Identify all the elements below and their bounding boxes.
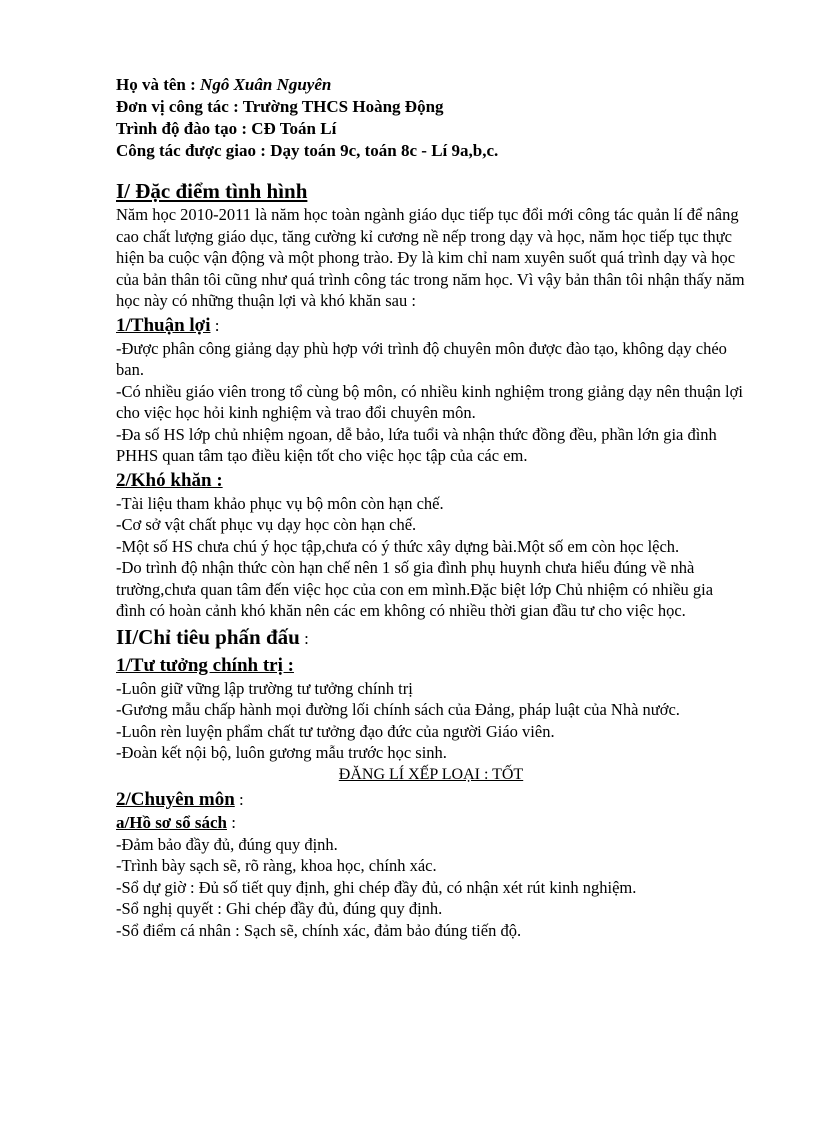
section1-title: I/ Đặc điểm tình hình [116,179,308,203]
task-value: Dạy toán 9c, toán 8c - Lí 9a,b,c. [270,141,499,160]
politics-item: -Luôn giữ vững lập trường tư tưởng chính trị [116,678,413,698]
section2-heading [116,624,746,652]
degree-value: CĐ Toán Lí [251,119,337,138]
expertise-heading [116,788,746,812]
difficulty-item: -Do trình độ nhận thức còn hạn chế nên 1 số gia đình phụ huynh chưa hiểu đúng về nhà trường,chưa quan tâm đến việc học của con em mình.Đặc biệt lớp Chủ nhiệm có nhiều gia đình có hoàn cảnh khó khăn nên các em không có nhiều thời gian đầu tư cho việc học. [116,558,714,620]
records-item: -Sổ nghị quyết : Ghi chép đầy đủ, đúng quy định. [116,899,443,918]
difficulties-title: 2/Khó khăn : [116,469,223,491]
records-item: -Đảm bảo đầy đủ, đúng quy định. [116,834,338,854]
advantages-tail: : [210,315,220,335]
unit-value: Trường THCS Hoàng Động [242,97,444,116]
section1-intro: Năm học 2010-2011 là năm học toàn ngành giáo dục tiếp tục đổi mới công tác quản lí để nâng cao chất lượng giáo dục, tăng cường kỉ cương nề nếp trong dạy và học, năm học tiếp tục thực hiện ba cuộc vận động và một phong trào. Đy là kim chỉ nam xuyên suốt quá trình dạy và học của bản thân tôi cũng như quá trình công tác trong năm học. Vì vậy bản thân tôi nhận thấy năm học này có những thuận lợi và khó khăn sau : [116,205,745,310]
politics-item: -Gương mẫu chấp hành mọi đường lối chính sách của Đảng, pháp luật của Nhà nước. [116,700,680,719]
name-line [116,74,746,96]
records-tail: : [226,812,236,832]
task-label: Công tác được giao : [116,141,271,160]
records-title: a/Hồ sơ sổ sách [116,812,227,832]
politics-title: 1/Tư tưởng chính trị : [116,654,294,676]
section2-title-tail: : [299,628,309,648]
advantages-heading [116,314,746,338]
difficulty-item: -Một số HS chưa chú ý học tập,chưa có ý thức xây dựng bài.Một số em còn học lệch. [116,536,680,556]
expertise-title: 2/Chuyên môn [116,788,235,810]
records-heading [116,812,746,834]
degree-line [116,118,746,140]
advantages-title: 1/Thuận lợi [116,314,211,336]
records-item: -Sổ dự giờ : Đủ số tiết quy định, ghi chép đầy đủ, có nhận xét rút kinh nghiệm. [116,877,637,897]
difficulty-item: -Tài liệu tham khảo phục vụ bộ môn còn hạn chế. [116,493,444,513]
degree-label: Trình độ đào tạo : [116,119,252,138]
difficulty-item: -Cơ sở vật chất phục vụ dạy học còn hạn chế. [116,515,417,534]
politics-item: -Đoàn kết nội bộ, luôn gương mẫu trước học sinh. [116,743,447,762]
unit-label: Đơn vị công tác : [116,97,243,116]
document-page [116,74,746,941]
unit-line [116,96,746,118]
task-line [116,140,746,162]
advantage-item: -Có nhiều giáo viên trong tổ cùng bộ môn, có nhiều kinh nghiệm trong giảng dạy nên thuận lợi cho việc học hỏi kinh nghiệm và trao đổi chuyên môn. [116,381,743,422]
section2-title: II/Chỉ tiêu phấn đấu [116,624,300,649]
name-value: Ngô Xuân Nguyên [200,75,332,94]
difficulties-heading [116,469,746,493]
expertise-tail: : [234,789,244,809]
advantage-item: -Đa số HS lớp chủ nhiệm ngoan, dễ bảo, lứa tuổi và nhận thức đồng đều, phần lớn gia đình PHHS quan tâm tạo điều kiện tốt cho việc học tập của các em. [116,424,717,465]
rating-line: ĐĂNG LÍ XẾP LOẠI : TỐT [338,765,524,783]
advantage-item: -Được phân công giảng dạy phù hợp với trình độ chuyên môn được đào tạo, không dạy chéo ban. [116,338,727,379]
politics-heading [116,654,746,678]
records-item: -Trình bày sạch sẽ, rõ ràng, khoa học, chính xác. [116,856,437,875]
records-item: -Sổ điểm cá nhân : Sạch sẽ, chính xác, đảm bảo đúng tiến độ. [116,920,522,940]
politics-item: -Luôn rèn luyện phẩm chất tư tưởng đạo đức của người Giáo viên. [116,721,555,741]
name-label: Họ và tên : [116,75,201,94]
